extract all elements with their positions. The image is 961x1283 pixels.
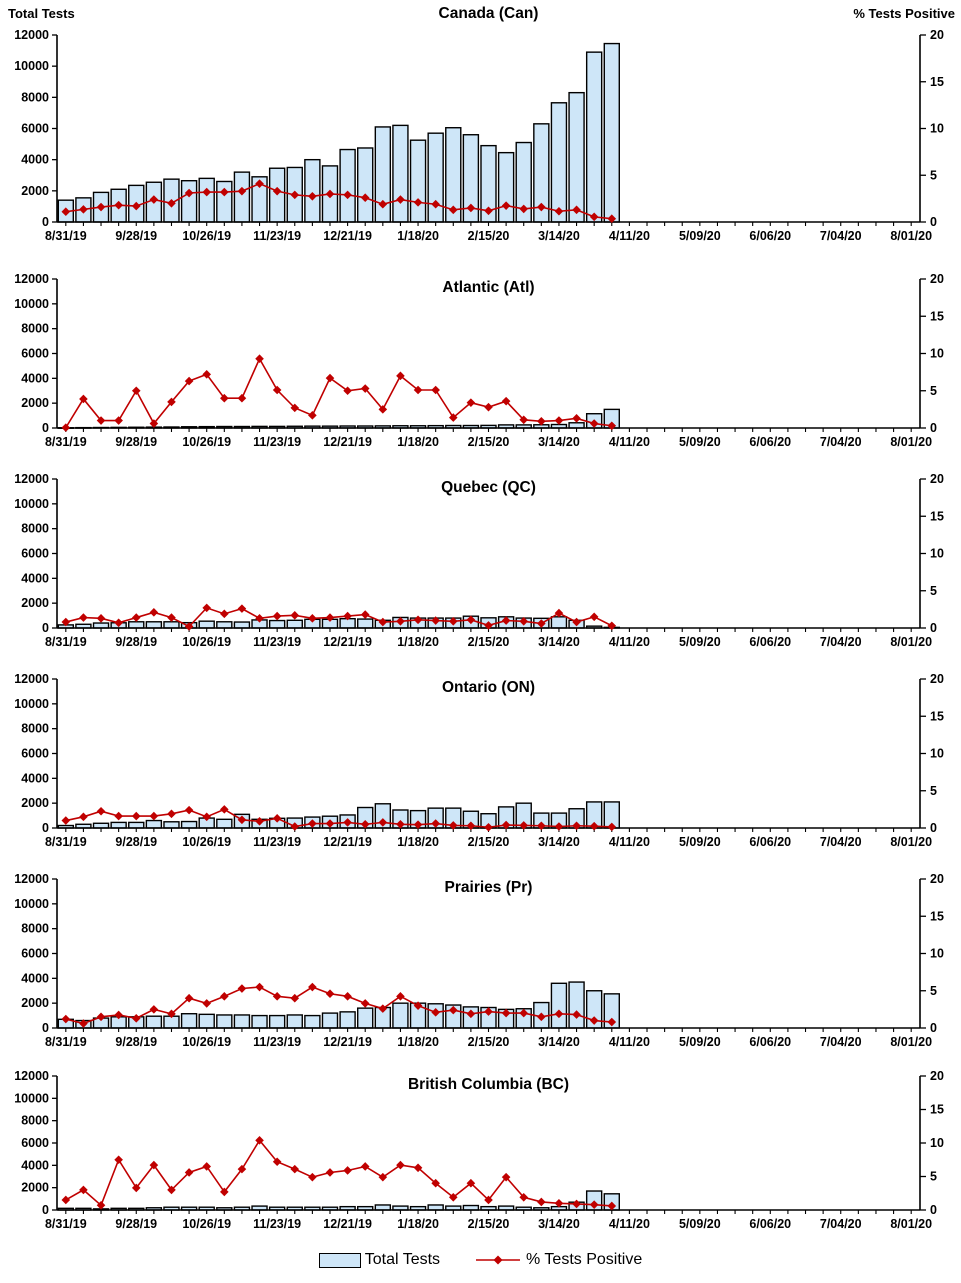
- svg-text:6/06/20: 6/06/20: [749, 635, 792, 649]
- bar: [305, 1016, 320, 1028]
- svg-text:10000: 10000: [14, 59, 49, 74]
- svg-text:2000: 2000: [21, 1180, 49, 1195]
- svg-text:1/18/20: 1/18/20: [397, 1035, 439, 1049]
- bar: [129, 822, 144, 828]
- svg-text:3/14/20: 3/14/20: [538, 229, 580, 243]
- legend-item-total-tests: [319, 1251, 440, 1269]
- svg-text:5: 5: [930, 783, 937, 798]
- svg-text:5/09/20: 5/09/20: [678, 835, 721, 849]
- svg-text:8000: 8000: [21, 721, 49, 736]
- svg-text:20: 20: [930, 472, 944, 486]
- total-tests-bars: [58, 44, 619, 222]
- bar: [182, 822, 197, 828]
- bar: [358, 148, 373, 222]
- svg-text:5: 5: [930, 983, 937, 998]
- diamond-marker: [167, 613, 176, 622]
- svg-text:15: 15: [930, 909, 944, 924]
- chart-atlantic-atl: [0, 252, 961, 452]
- diamond-marker: [220, 992, 229, 1001]
- svg-text:12000: 12000: [14, 672, 49, 686]
- svg-text:4000: 4000: [21, 371, 49, 386]
- diamond-marker: [273, 612, 282, 621]
- svg-text:9/28/19: 9/28/19: [115, 835, 158, 849]
- bar: [270, 621, 285, 628]
- svg-text:10: 10: [930, 121, 944, 136]
- svg-text:12/21/19: 12/21/19: [323, 835, 372, 849]
- svg-text:4000: 4000: [21, 571, 49, 586]
- svg-text:2/15/20: 2/15/20: [467, 635, 510, 649]
- svg-text:8/01/20: 8/01/20: [890, 435, 933, 449]
- diamond-marker: [97, 614, 106, 623]
- svg-text:0: 0: [42, 1021, 49, 1035]
- svg-text:4000: 4000: [21, 771, 49, 786]
- svg-text:1/18/20: 1/18/20: [397, 1217, 439, 1231]
- svg-text:8/31/19: 8/31/19: [44, 835, 87, 849]
- svg-text:12000: 12000: [14, 1069, 49, 1083]
- svg-text:20: 20: [930, 1069, 944, 1083]
- svg-text:6000: 6000: [21, 946, 49, 961]
- svg-text:7/04/20: 7/04/20: [819, 1035, 862, 1049]
- svg-text:1/18/20: 1/18/20: [397, 635, 439, 649]
- diamond-marker: [308, 1173, 317, 1182]
- bar: [340, 150, 355, 222]
- bar: [322, 1013, 337, 1028]
- svg-text:5/09/20: 5/09/20: [678, 635, 721, 649]
- bar: [146, 1016, 161, 1028]
- svg-text:9/28/19: 9/28/19: [115, 1035, 158, 1049]
- svg-text:0: 0: [930, 1021, 937, 1035]
- bar: [164, 822, 179, 828]
- svg-text:5: 5: [930, 168, 937, 183]
- svg-text:0: 0: [42, 621, 49, 635]
- bar: [164, 622, 179, 628]
- total-tests-bars: [58, 409, 619, 428]
- diamond-marker: [361, 999, 370, 1008]
- diamond-marker: [537, 1198, 546, 1207]
- bar: [340, 1012, 355, 1028]
- svg-text:10: 10: [930, 346, 944, 361]
- svg-text:10/26/19: 10/26/19: [182, 435, 232, 449]
- svg-text:8000: 8000: [21, 1113, 49, 1128]
- bar: [217, 1015, 232, 1028]
- bar: [393, 125, 408, 222]
- diamond-marker: [361, 1162, 370, 1171]
- diamond-marker: [150, 1005, 159, 1014]
- svg-text:5/09/20: 5/09/20: [678, 229, 721, 243]
- panel-title: Prairies (Pr): [444, 879, 533, 896]
- svg-text:15: 15: [930, 309, 944, 324]
- svg-text:6000: 6000: [21, 746, 49, 761]
- svg-text:11/23/19: 11/23/19: [253, 835, 302, 849]
- svg-text:0: 0: [42, 1203, 49, 1217]
- svg-text:8000: 8000: [21, 321, 49, 336]
- bar: [146, 821, 161, 828]
- diamond-marker: [79, 813, 88, 822]
- svg-text:8/31/19: 8/31/19: [44, 1217, 87, 1231]
- svg-text:6/06/20: 6/06/20: [749, 1035, 792, 1049]
- chart-legend: [0, 1243, 961, 1277]
- diamond-marker: [238, 604, 247, 613]
- svg-text:10000: 10000: [14, 296, 49, 311]
- left-axis-title: Total Tests: [8, 6, 75, 21]
- svg-text:20: 20: [930, 672, 944, 686]
- svg-text:9/28/19: 9/28/19: [115, 229, 158, 243]
- bar: [358, 1008, 373, 1028]
- svg-text:6000: 6000: [21, 1136, 49, 1150]
- bar: [305, 160, 320, 222]
- svg-text:0: 0: [930, 821, 937, 835]
- bar: [111, 822, 126, 828]
- total-tests-bars: [58, 982, 619, 1028]
- svg-text:2000: 2000: [21, 996, 49, 1011]
- svg-text:10000: 10000: [14, 1091, 49, 1106]
- diamond-marker: [255, 354, 264, 363]
- svg-text:11/23/19: 11/23/19: [253, 229, 302, 243]
- pct-positive-line: [62, 179, 617, 223]
- svg-text:20: 20: [930, 28, 944, 42]
- svg-text:2000: 2000: [21, 796, 49, 811]
- panel-title: British Columbia (BC): [407, 1076, 570, 1093]
- bar: [287, 1015, 302, 1028]
- svg-text:8/01/20: 8/01/20: [890, 635, 933, 649]
- svg-text:12000: 12000: [14, 472, 49, 486]
- svg-text:0: 0: [42, 215, 49, 229]
- diamond-marker: [150, 608, 159, 617]
- right-axis-title: % Tests Positive: [853, 6, 955, 21]
- bar: [358, 619, 373, 628]
- svg-text:8000: 8000: [21, 90, 49, 105]
- panel-title: Ontario (ON): [442, 679, 535, 696]
- bar: [270, 1016, 285, 1028]
- bar: [146, 622, 161, 628]
- pct-positive-line: [62, 1136, 617, 1210]
- bar: [199, 1014, 214, 1028]
- svg-text:10: 10: [930, 1136, 944, 1150]
- bar: [551, 103, 566, 222]
- svg-text:10: 10: [930, 546, 944, 561]
- svg-text:6000: 6000: [21, 121, 49, 136]
- diamond-marker: [308, 983, 317, 992]
- diamond-marker: [97, 807, 106, 816]
- svg-text:6/06/20: 6/06/20: [749, 435, 792, 449]
- diamond-marker: [343, 992, 352, 1001]
- svg-text:8/01/20: 8/01/20: [890, 1217, 933, 1231]
- svg-text:10/26/19: 10/26/19: [182, 229, 232, 243]
- diamond-marker: [62, 1196, 71, 1205]
- svg-text:0: 0: [930, 421, 937, 435]
- svg-text:8000: 8000: [21, 521, 49, 536]
- svg-text:3/14/20: 3/14/20: [538, 435, 580, 449]
- bar: [217, 819, 232, 828]
- svg-text:5/09/20: 5/09/20: [678, 1035, 721, 1049]
- diamond-marker: [238, 394, 247, 403]
- bar: [199, 621, 214, 628]
- svg-text:8/31/19: 8/31/19: [44, 635, 87, 649]
- svg-text:0: 0: [930, 1203, 937, 1217]
- svg-text:8000: 8000: [21, 921, 49, 936]
- bar: [182, 181, 197, 222]
- svg-text:2/15/20: 2/15/20: [467, 1035, 510, 1049]
- svg-text:20: 20: [930, 272, 944, 286]
- diamond-marker: [290, 1165, 299, 1174]
- bar: [551, 617, 566, 628]
- svg-text:8/01/20: 8/01/20: [890, 229, 933, 243]
- svg-text:0: 0: [930, 215, 937, 229]
- diamond-marker: [590, 613, 599, 622]
- svg-text:2000: 2000: [21, 396, 49, 411]
- svg-text:1/18/20: 1/18/20: [397, 835, 439, 849]
- svg-text:11/23/19: 11/23/19: [253, 435, 302, 449]
- diamond-marker: [238, 984, 247, 993]
- axes: [14, 1069, 944, 1231]
- svg-text:11/23/19: 11/23/19: [253, 1217, 302, 1231]
- svg-text:0: 0: [930, 621, 937, 635]
- diamond-marker: [220, 805, 229, 814]
- svg-text:10000: 10000: [14, 496, 49, 511]
- svg-text:2/15/20: 2/15/20: [467, 435, 510, 449]
- bar: [499, 153, 514, 222]
- diamond-marker: [167, 810, 176, 819]
- diamond-marker: [326, 989, 335, 998]
- bar: [182, 1014, 197, 1028]
- svg-text:3/14/20: 3/14/20: [538, 1217, 580, 1231]
- panel-title: Canada (Can): [438, 5, 539, 22]
- svg-text:7/04/20: 7/04/20: [819, 229, 862, 243]
- svg-text:7/04/20: 7/04/20: [819, 635, 862, 649]
- svg-text:0: 0: [42, 421, 49, 435]
- bar: [234, 1015, 249, 1028]
- svg-text:9/28/19: 9/28/19: [115, 435, 158, 449]
- bar: [428, 133, 443, 222]
- svg-text:6000: 6000: [21, 346, 49, 361]
- legend-item-pct-positive: [474, 1251, 642, 1269]
- svg-text:10/26/19: 10/26/19: [182, 1217, 232, 1231]
- svg-text:1/18/20: 1/18/20: [397, 229, 439, 243]
- svg-text:3/14/20: 3/14/20: [538, 635, 580, 649]
- diamond-marker: [132, 386, 141, 395]
- diamond-marker: [555, 416, 564, 425]
- svg-text:1/18/20: 1/18/20: [397, 435, 439, 449]
- diamond-marker: [62, 816, 71, 825]
- svg-text:12/21/19: 12/21/19: [323, 229, 372, 243]
- svg-text:5: 5: [930, 383, 937, 398]
- svg-text:5/09/20: 5/09/20: [678, 1217, 721, 1231]
- svg-text:12000: 12000: [14, 272, 49, 286]
- line-marker-icon: [474, 1253, 522, 1267]
- svg-text:15: 15: [930, 709, 944, 724]
- svg-text:8/31/19: 8/31/19: [44, 1035, 87, 1049]
- bar: [217, 181, 232, 222]
- svg-text:2/15/20: 2/15/20: [467, 229, 510, 243]
- svg-text:12000: 12000: [14, 28, 49, 42]
- bar: [587, 52, 602, 222]
- diamond-marker: [185, 806, 194, 815]
- svg-text:11/23/19: 11/23/19: [253, 635, 302, 649]
- svg-text:2/15/20: 2/15/20: [467, 1217, 510, 1231]
- diamond-marker: [62, 423, 71, 432]
- legend-line-label: % Tests Positive: [526, 1251, 643, 1268]
- diamond-marker: [555, 609, 564, 618]
- svg-text:15: 15: [930, 509, 944, 524]
- svg-text:4000: 4000: [21, 971, 49, 986]
- svg-text:12/21/19: 12/21/19: [323, 435, 372, 449]
- svg-text:2000: 2000: [21, 596, 49, 611]
- svg-text:5/09/20: 5/09/20: [678, 435, 721, 449]
- svg-text:12/21/19: 12/21/19: [323, 635, 372, 649]
- diamond-marker: [308, 411, 317, 420]
- svg-text:10/26/19: 10/26/19: [182, 1035, 232, 1049]
- bar: [569, 93, 584, 222]
- svg-text:7/04/20: 7/04/20: [819, 435, 862, 449]
- svg-text:4/11/20: 4/11/20: [608, 435, 650, 449]
- svg-text:15: 15: [930, 74, 944, 89]
- svg-text:3/14/20: 3/14/20: [538, 835, 580, 849]
- diamond-marker: [202, 999, 211, 1008]
- diamond-marker: [431, 386, 440, 395]
- svg-text:9/28/19: 9/28/19: [115, 1217, 158, 1231]
- diamond-marker: [79, 613, 88, 622]
- diamond-marker: [326, 1168, 335, 1177]
- bar: [411, 140, 426, 222]
- diamond-marker: [132, 812, 141, 821]
- svg-text:8/01/20: 8/01/20: [890, 1035, 933, 1049]
- svg-text:6/06/20: 6/06/20: [749, 1217, 792, 1231]
- svg-text:10000: 10000: [14, 696, 49, 711]
- legend-bar-label: Total Tests: [364, 1251, 441, 1268]
- diamond-marker: [255, 983, 264, 992]
- svg-text:10/26/19: 10/26/19: [182, 635, 232, 649]
- pct-positive-line: [62, 604, 617, 631]
- panel-title: Atlantic (Atl): [442, 279, 535, 296]
- diamond-marker: [114, 1155, 123, 1164]
- svg-text:8/31/19: 8/31/19: [44, 435, 87, 449]
- svg-text:4/11/20: 4/11/20: [608, 635, 650, 649]
- bar: [604, 44, 619, 222]
- svg-text:10: 10: [930, 746, 944, 761]
- chart-ontario-on: [0, 652, 961, 852]
- bar-swatch-icon: [319, 1253, 361, 1268]
- svg-text:12/21/19: 12/21/19: [323, 1217, 372, 1231]
- pct-positive-line: [62, 354, 617, 432]
- svg-text:5: 5: [930, 1169, 937, 1184]
- svg-text:7/04/20: 7/04/20: [819, 835, 862, 849]
- svg-text:12000: 12000: [14, 872, 49, 886]
- bar: [129, 622, 144, 628]
- bar: [234, 622, 249, 628]
- svg-text:7/04/20: 7/04/20: [819, 1217, 862, 1231]
- diamond-marker: [290, 994, 299, 1003]
- svg-text:10: 10: [930, 946, 944, 961]
- bar: [393, 1003, 408, 1028]
- svg-text:4000: 4000: [21, 152, 49, 167]
- svg-text:0: 0: [42, 821, 49, 835]
- svg-text:6000: 6000: [21, 546, 49, 561]
- bar: [569, 982, 584, 1028]
- diamond-marker: [114, 416, 123, 425]
- diamond-marker: [132, 613, 141, 622]
- svg-text:4/11/20: 4/11/20: [608, 1217, 650, 1231]
- bar: [234, 172, 249, 222]
- svg-text:12/21/19: 12/21/19: [323, 1035, 372, 1049]
- svg-text:10000: 10000: [14, 896, 49, 911]
- svg-text:4000: 4000: [21, 1158, 49, 1173]
- svg-text:2000: 2000: [21, 183, 49, 198]
- svg-text:8/31/19: 8/31/19: [44, 229, 87, 243]
- total-tests-bars: [58, 802, 619, 828]
- chart-prairies-pr: [0, 852, 961, 1052]
- diamond-marker: [114, 812, 123, 821]
- bar: [287, 620, 302, 628]
- svg-text:4/11/20: 4/11/20: [608, 1035, 650, 1049]
- chart-canada-can: [0, 0, 961, 252]
- svg-text:20: 20: [930, 872, 944, 886]
- svg-text:6/06/20: 6/06/20: [749, 835, 792, 849]
- pct-positive-line: [62, 983, 617, 1028]
- bar: [217, 622, 232, 628]
- svg-text:4/11/20: 4/11/20: [608, 835, 650, 849]
- diamond-marker: [343, 1166, 352, 1175]
- diamond-marker: [484, 403, 493, 412]
- svg-text:5: 5: [930, 583, 937, 598]
- bar: [252, 1016, 267, 1028]
- svg-text:6/06/20: 6/06/20: [749, 229, 792, 243]
- diamond-marker: [273, 992, 282, 1001]
- chart-british-columbia-bc: [0, 1052, 961, 1233]
- svg-text:15: 15: [930, 1102, 944, 1117]
- svg-text:9/28/19: 9/28/19: [115, 635, 158, 649]
- svg-text:4/11/20: 4/11/20: [608, 229, 650, 243]
- diamond-marker: [361, 610, 370, 619]
- diamond-marker: [572, 414, 581, 423]
- svg-text:8/01/20: 8/01/20: [890, 835, 933, 849]
- svg-text:2/15/20: 2/15/20: [467, 835, 510, 849]
- svg-text:10/26/19: 10/26/19: [182, 835, 232, 849]
- svg-text:3/14/20: 3/14/20: [538, 1035, 580, 1049]
- panel-title: Quebec (QC): [441, 479, 536, 496]
- diamond-marker: [150, 812, 159, 821]
- bar: [199, 178, 214, 222]
- diamond-marker: [220, 610, 229, 619]
- bar: [551, 983, 566, 1028]
- diamond-marker: [290, 611, 299, 620]
- svg-text:11/23/19: 11/23/19: [253, 1035, 302, 1049]
- chart-quebec-qc: [0, 452, 961, 652]
